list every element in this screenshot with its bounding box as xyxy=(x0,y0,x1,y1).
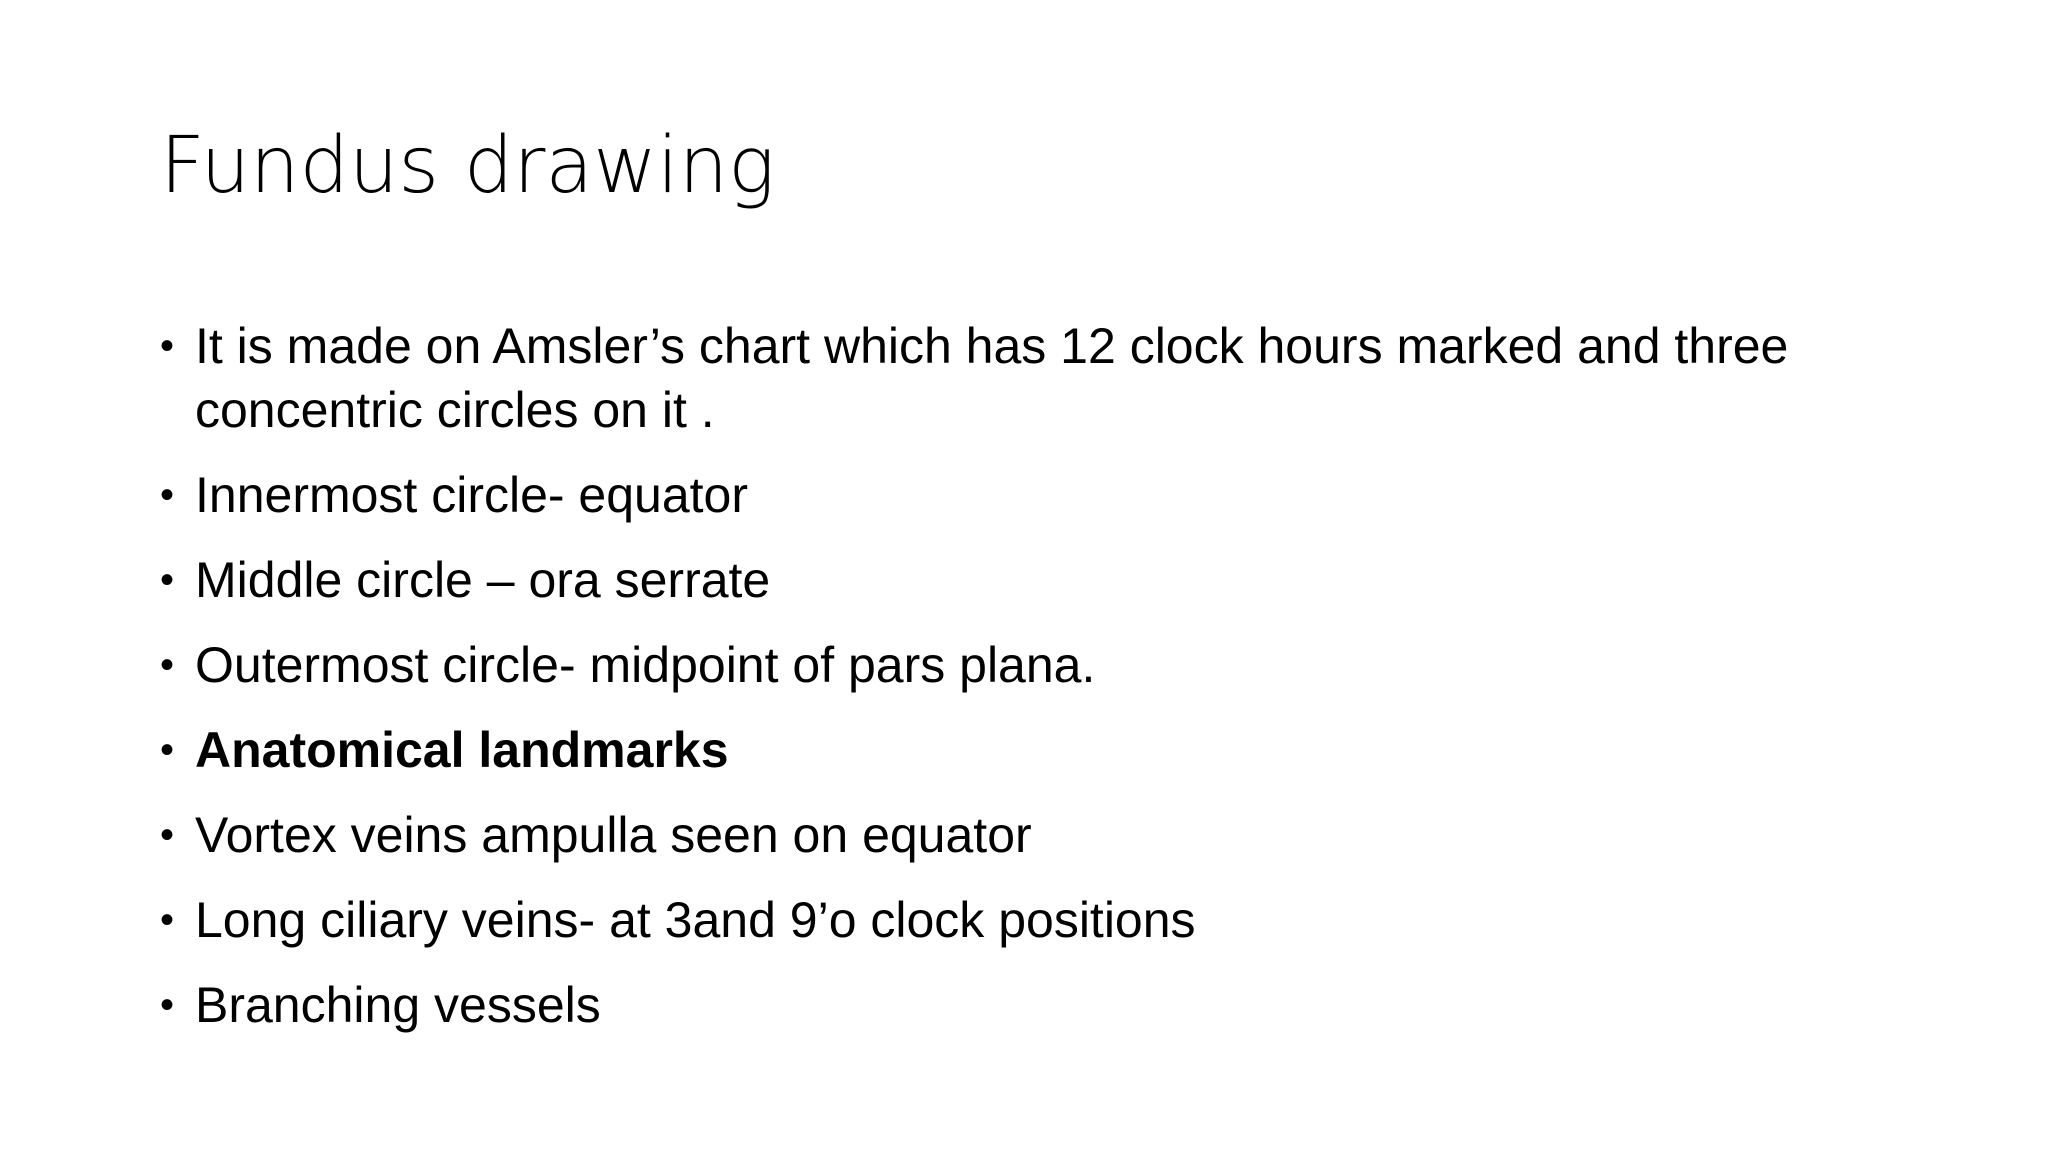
bullet-text: Innermost circle- equator xyxy=(195,467,749,523)
bullet-dot-icon: • xyxy=(160,324,175,368)
bullet-dot-icon: • xyxy=(160,473,175,517)
bullet-dot-icon: • xyxy=(160,898,175,942)
list-item xyxy=(160,973,1920,1037)
bullet-dot-icon: • xyxy=(160,813,175,857)
bullet-dot-icon: • xyxy=(160,728,175,772)
list-item xyxy=(160,803,1920,867)
bullet-text: Outermost circle- midpoint of pars plana. xyxy=(195,637,1096,693)
bullet-text: Branching vessels xyxy=(195,977,601,1033)
bullet-text: Anatomical landmarks xyxy=(195,722,729,778)
bullet-text: It is made on Amsler’s chart which has 12 clock hours marked and three concentric circles on it . xyxy=(195,318,1789,438)
list-item xyxy=(160,718,1920,782)
list-item xyxy=(160,463,1920,527)
bullet-text: Vortex veins ampulla seen on equator xyxy=(195,807,1032,863)
bullet-dot-icon: • xyxy=(160,983,175,1027)
bullet-list xyxy=(160,314,1920,1058)
slide-title: Fundus drawing xyxy=(160,121,775,211)
list-item xyxy=(160,633,1920,697)
bullet-dot-icon: • xyxy=(160,643,175,687)
bullet-text: Long ciliary veins- at 3and 9’o clock positions xyxy=(195,892,1196,948)
bullet-dot-icon: • xyxy=(160,558,175,602)
list-item xyxy=(160,888,1920,952)
list-item xyxy=(160,314,1920,442)
list-item xyxy=(160,548,1920,612)
bullet-text: Middle circle – ora serrate xyxy=(195,552,771,608)
